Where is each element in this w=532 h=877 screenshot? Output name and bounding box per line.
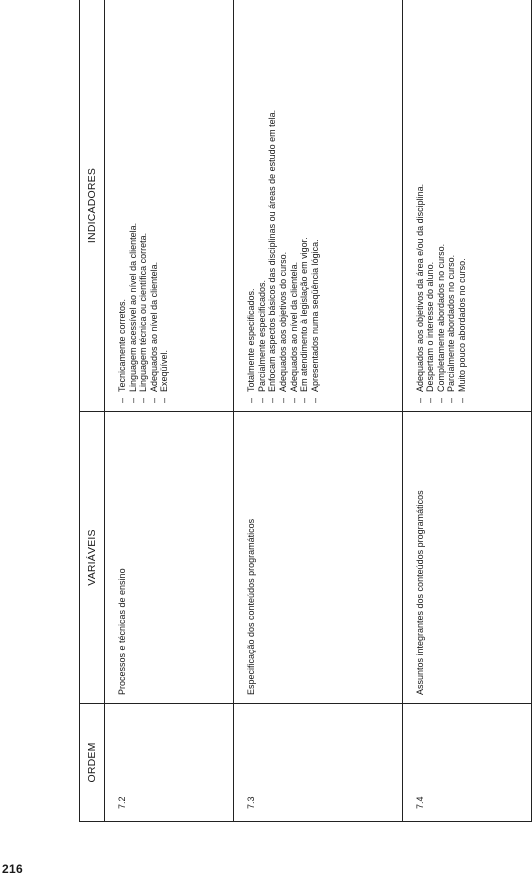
table-header-row <box>80 0 105 822</box>
dash-bullet: – <box>299 397 310 403</box>
indicator-item <box>310 6 321 403</box>
indicator-item <box>138 6 149 403</box>
rotated-table-wrapper <box>79 0 532 822</box>
table-row <box>234 0 402 822</box>
indicator-text: Apresentados numa seqüência lógica. <box>309 239 320 392</box>
dash-bullet: – <box>148 397 159 403</box>
indicator-text: Adequados aos objetivos do curso. <box>278 251 289 392</box>
row-order-cell: 7.2 <box>105 704 234 822</box>
indicator-text: Linguagem técnica ou científica correta. <box>138 232 149 392</box>
indicator-text: Parcialmente abordados no curso. <box>446 254 457 392</box>
dash-bullet: – <box>138 397 149 403</box>
row-variable-cell: Processos e técnicas de ensino <box>105 412 234 704</box>
page-number: 216 <box>2 862 23 876</box>
dash-bullet: – <box>435 397 446 403</box>
row-variable-cell: Assuntos integrantes dos conteúdos programáticos <box>402 412 531 704</box>
indicator-item <box>415 6 426 403</box>
indicator-item <box>267 6 278 403</box>
dash-bullet: – <box>446 397 457 403</box>
dash-bullet: – <box>414 397 425 403</box>
indicator-text: Totalmente especificados. <box>246 288 257 392</box>
header-indicadores: INDICADORES <box>80 0 105 412</box>
evaluation-table <box>79 0 532 822</box>
dash-bullet: – <box>267 397 278 403</box>
dash-bullet: – <box>457 397 468 403</box>
indicator-item <box>425 6 436 403</box>
dash-bullet: – <box>309 397 320 403</box>
indicator-item <box>257 6 268 403</box>
indicator-text: Enfocam aspectos básicos das disciplinas ou áreas de estudo em tela. <box>267 109 278 392</box>
indicator-item <box>436 6 447 403</box>
indicator-list <box>246 6 320 403</box>
indicator-text: Muito pouco abordados no curso. <box>457 258 468 392</box>
dash-bullet: – <box>246 397 257 403</box>
dash-bullet: – <box>288 397 299 403</box>
indicator-item <box>457 6 468 403</box>
indicator-item <box>299 6 310 403</box>
indicator-list <box>117 6 170 403</box>
indicator-text: Adequados ao nível da clientela. <box>288 261 299 392</box>
indicator-text: Linguagem acessível ao nível da clientela. <box>127 222 138 392</box>
dash-bullet: – <box>278 397 289 403</box>
row-order-cell: 7.4 <box>402 704 531 822</box>
indicator-item <box>246 6 257 403</box>
indicator-text: Adequados aos objetivos da área e/ou da disciplina. <box>414 183 425 392</box>
indicator-text: Em atendimento à legislação em vigor. <box>299 237 310 392</box>
indicator-item <box>149 6 160 403</box>
header-ordem: ORDEM <box>80 704 105 822</box>
indicator-item <box>278 6 289 403</box>
indicator-item <box>159 6 170 403</box>
dash-bullet: – <box>159 397 170 403</box>
indicator-list <box>415 6 468 403</box>
dash-bullet: – <box>425 397 436 403</box>
indicator-item <box>117 6 128 403</box>
row-indicators-cell <box>105 0 234 412</box>
row-indicators-cell <box>234 0 402 412</box>
row-order-cell: 7.3 <box>234 704 402 822</box>
indicator-text: Completamente abordados no curso. <box>435 243 446 392</box>
indicator-text: Tecnicamente corretos. <box>117 298 127 392</box>
indicator-text: Adequados ao nível da clientela. <box>148 261 159 392</box>
indicator-item <box>289 6 300 403</box>
table-row <box>105 0 234 822</box>
indicator-text: Parcialmente especificados. <box>256 279 267 392</box>
dash-bullet: – <box>127 397 138 403</box>
table-row <box>402 0 531 822</box>
dash-bullet: – <box>117 397 127 403</box>
header-variaveis: VARIÁVEIS <box>80 412 105 704</box>
indicator-text: Despertam o interesse do aluno. <box>425 261 436 392</box>
indicator-text: Exeqüível. <box>159 349 170 392</box>
indicator-item <box>446 6 457 403</box>
row-variable-cell: Especificação dos conteúdos programáticos <box>234 412 402 704</box>
dash-bullet: – <box>256 397 267 403</box>
row-indicators-cell <box>402 0 531 412</box>
indicator-item <box>128 6 139 403</box>
